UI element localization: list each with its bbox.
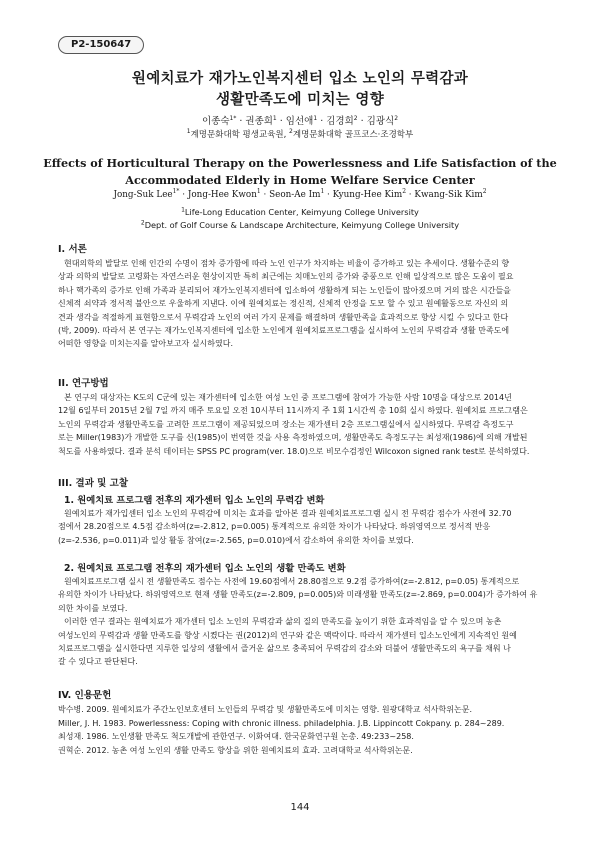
subsection-1-heading: 1. 원예치료 프로그램 전후의 재가센터 입소 노인의 무력감 변화 (64, 495, 325, 506)
subsection-1-body (58, 507, 542, 547)
intro-line: 어떠한 영향을 미치는지를 알아보고자 실시하였다. (58, 339, 234, 349)
intro-line: 신체적 쇠약과 정서적 불안으로 우울하게 지낸다. 이에 원예치료는 정신적, 신체적 안정을 도모 할 수 있고 원예활동으로 자신의 의 (58, 299, 509, 309)
methods-line: 척도를 사용하였다. 결과 분석 데이터는 SPSS PC program(ver. 18.0)으로 비모수검정인 Wilcoxon signed rank test로 분석하였다. (58, 446, 530, 456)
affiliation-korean: $^1$계명문화대학 평생교육원, $^2$계명문화대학 골프코스·조경학부 (186, 128, 414, 140)
title-english-line-1: Effects of Horticultural Therapy on the Powerlessness and Life Satisfaction of the (43, 156, 557, 170)
sub1-line: 점에서 28.20점으로 4.5점 감소하여(z=-2.812, p=0.005) 통계적으로 유의한 차이가 나타났다. 하위영역으로 정서적 반응 (58, 522, 491, 532)
section-references-heading: IV. 인용문헌 (58, 690, 112, 701)
title-english-line-2: Accommodated Elderly in Home Welfare Service Center (125, 173, 475, 187)
sub2-line: 이러한 연구 결과는 원예치료가 재가센터 입소 노인의 무력감과 삶의 질의 만족도를 높이기 위한 효과적임을 알 수 있으며 농촌 (64, 617, 502, 627)
reference-item: Miller, J. H. 1983. Powerlessness: Coping with chronic illness. philadelphia. J.B. Lippincott Cokpany. p. 284~289. (58, 718, 505, 728)
authors-korean (0, 113, 600, 127)
section-introduction-body (58, 257, 542, 351)
title-korean-line-1: 원예치료가 재가노인복지센터 입소 노인의 무력감과 (131, 71, 469, 87)
methods-line: 본 연구의 대상자는 K도의 C군에 있는 재가센터에 입소한 여성 노인 중 프로그램에 참여가 가능한 사람 10명을 대상으로 2014년 (64, 393, 512, 402)
sub2-line: 여성노인의 무력감과 생활 만족도를 향상 시켰다는 권(2012)의 연구와 같은 맥락이다. 따라서 재가센터 입소노인에게 지속적인 원예 (58, 630, 517, 640)
affiliation-english-2: $^2$Dept. of Golf Course & Landscape Architecture, Keimyung College University (140, 219, 460, 230)
sub1-line: 원예치료가 재가입센터 입소 노인의 무력감에 미치는 효과를 알아본 결과 원예치료프로그램 실시 전 무력감 점수가 사전에 32.70 (64, 509, 512, 518)
methods-line: 로는 Miller(1983)가 개발한 도구를 신(1985)이 번역한 것을 사용 측정하였으며, 생활만족도 측정도구는 최성재(1986)에 의해 개발된 (58, 433, 528, 443)
sub2-line: 유의한 차이가 나타났다. 하위영역으로 현재 생활 만족도(z=-2.809, p=0.005)와 미래생활 만족도(z=-2.869, p=0.004)가 증가하여 유 (58, 590, 538, 600)
affiliation-english-1: $^1$Life-Long Education Center, Keimyung College University (181, 206, 419, 217)
references-list (58, 703, 548, 757)
subsection-2-heading: 2. 원예치료 프로그램 전후의 재가센터 입소 노인의 생활 만족도 변화 (64, 563, 346, 574)
reference-item: 권혁순. 2012. 농촌 여성 노인의 생활 만족도 향상을 위한 원예치료의 효과. 고려대학교 석사학위논문. (58, 745, 413, 755)
sub2-line: 갈 수 있다고 판단된다. (58, 657, 138, 667)
authors-english: Jong-Suk Lee$^{1*}$ · Jong-Hee Kwon$^1$ · Seon-Ae $Im^1$ · Kyung-Hee Kim$^2$ · Kwang-Sik Kim$^2$ (113, 188, 487, 200)
subsection-2-body (58, 575, 542, 669)
section-introduction-heading: I. 서론 (58, 244, 87, 255)
title-korean-line-2: 생활만족도에 미치는 영향 (215, 92, 385, 108)
intro-line: 견과 생각을 적절하게 표현함으로서 무력감과 노인의 여러 가지 문제를 해결하며 생활만족을 효과적으로 향상 시킬 수 있다고 한다 (58, 312, 509, 322)
section-methods-heading: II. 연구방법 (58, 378, 109, 389)
section-methods-body (58, 391, 542, 458)
methods-line: 노인의 무력감과 생활만족도를 고려한 프로그램이 제공되었으며 장소는 재가센터 2층 프로그램실에서 실시하였다. 무력감 측정도구 (58, 419, 514, 429)
intro-line: 현대의학의 발달로 인해 인간의 수명이 점차 증가함에 따라 노인 인구가 차지하는 비율이 증가하고 있는 추세이다. 생활수준의 향 (64, 259, 510, 268)
sub1-line: (z=-2.536, p=0.011)과 일상 활동 참여(z=-2.565, p=0.010)에서 감소하여 유의한 차이를 보였다. (58, 535, 414, 545)
reference-item: 최성재. 1986. 노인생활 만족도 척도개발에 관한연구. 이화여대. 한국문화연구원 논총. 49:233~258. (58, 732, 414, 742)
abstract-code-badge: P2-150647 (58, 36, 144, 54)
intro-line: 상과 의학의 발달로 고령화는 자연스러운 현상이지만 특히 최근에는 치매노인의 증가와 중풍으로 인해 일상적으로 많은 도움이 필요 (58, 272, 514, 282)
intro-line: 하나 핵가족의 증가로 인해 가족과 분리되어 재가노인복지센터에 입소하여 생활하게 되는 노인들이 많아졌으며 거의 많은 시간들을 (58, 285, 511, 295)
page-number: 144 (290, 802, 310, 813)
authors-korean-text: 이종숙$^{1*}$ · 권종희$^1$ · 임선애$^1$ · 김경희$^2$ · 김광식$^2$ (201, 114, 399, 127)
intro-line: (박, 2009). 따라서 본 연구는 재가노인복지센터에 입소한 노인에게 원예치료프로그램을 실시하여 노인의 무력감과 생활 만족도에 (58, 326, 510, 336)
section-results-heading: III. 결과 및 고찰 (58, 478, 129, 489)
sub2-line: 치료프로그램을 실시한다면 지루한 일상의 생활에서 즐거운 삶으로 충족되어 무력감의 감소와 더불어 생활만족도의 욕구를 채워 나 (58, 644, 511, 654)
sub2-line: 의한 차이를 보였다. (58, 603, 128, 613)
sub2-line: 원예치료프로그램 실시 전 생활만족도 점수는 사전에 19.60점에서 28.80점으로 9.2점 증가하여(z=-2.812, p=0.05) 통계적으로 (64, 577, 520, 586)
methods-line: 12월 6일부터 2015년 2월 7일 까지 매주 토요일 오전 10시부터 11시까지 주 1회 1시간씩 총 10회 실시 하였다. 원예치료 프로그램은 (58, 406, 528, 416)
reference-item: 박수병. 2009. 원예치료가 주간노인보호센터 노인들의 무력감 및 생활만족도에 미치는 영향. 원광대학교 석사학위논문. (58, 705, 472, 714)
